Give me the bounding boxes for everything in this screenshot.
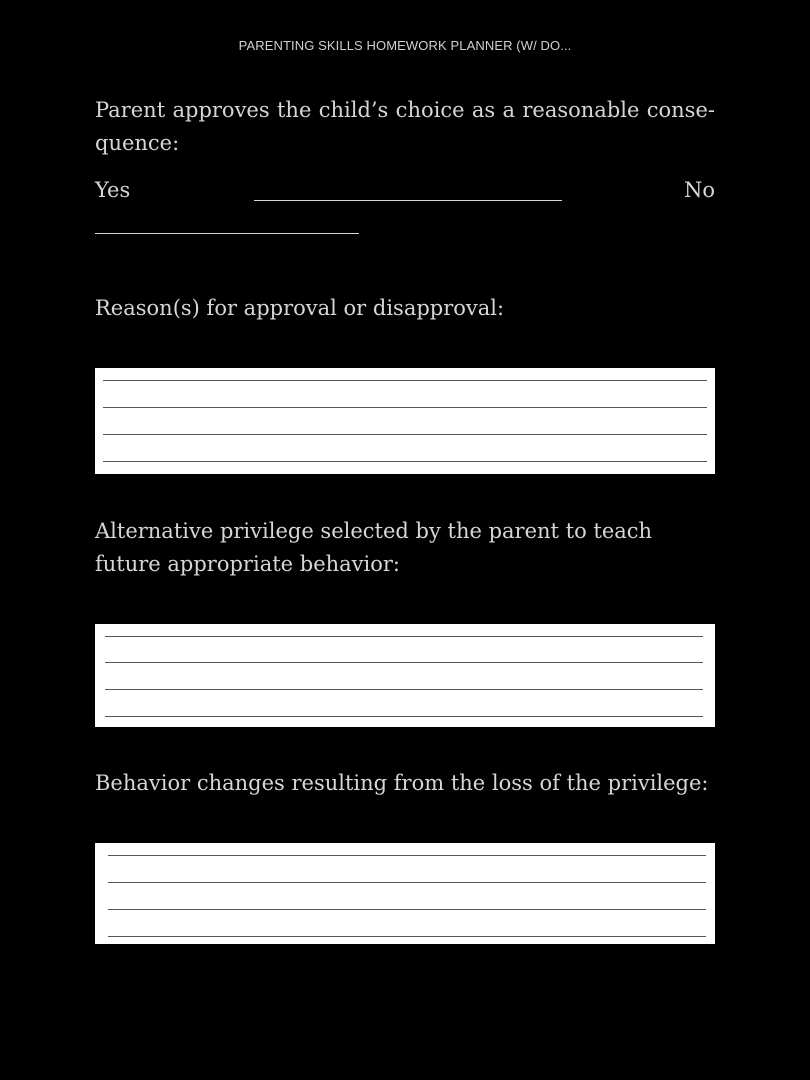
write-line [103,461,707,462]
behavior-changes-label: Behavior changes resulting from the loss of the privilege: [95,771,709,795]
yes-label: Yes [95,178,131,202]
alternative-privilege-label: Alternative privilege selected by the parent to teach future appropriate behavior: [95,519,653,576]
write-line [108,936,706,937]
yes-blank-line [254,200,562,201]
write-line [105,689,703,690]
no-label: No [683,178,715,202]
approval-question: Parent approves the child’s choice as a reasonable consequence: [95,98,715,155]
write-line [105,716,703,717]
no-blank-line [95,233,359,234]
book-title-header: PARENTING SKILLS HOMEWORK PLANNER (W/ DO... [238,38,572,53]
write-line [108,909,706,910]
write-line [103,380,707,381]
reason-label: Reason(s) for approval or disapproval: [95,296,505,320]
write-line [103,407,707,408]
write-line [108,855,706,856]
behavior-write-box[interactable] [95,843,715,944]
write-line [105,636,703,637]
alternative-write-box[interactable] [95,624,715,727]
write-line [108,882,706,883]
write-line [105,662,703,663]
reason-write-box[interactable] [95,368,715,474]
yes-no-row [95,174,715,207]
write-line [103,434,707,435]
